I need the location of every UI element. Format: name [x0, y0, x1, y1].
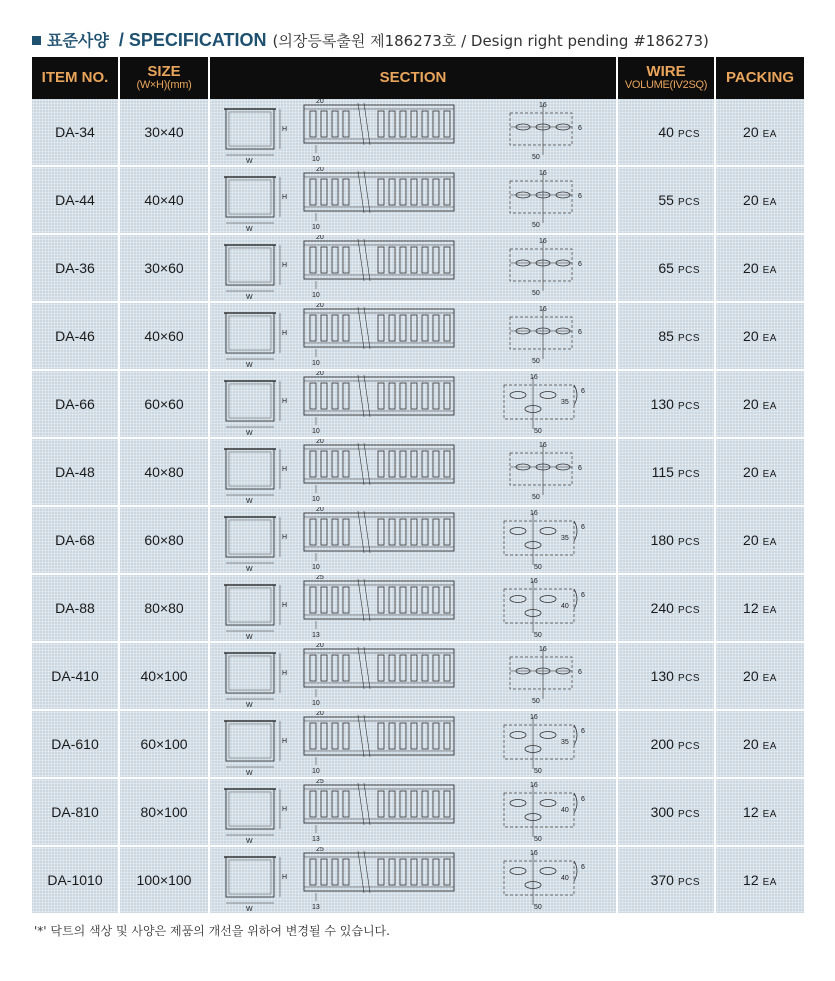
packing-unit: EA: [762, 333, 777, 344]
depth-label: 6: [581, 524, 585, 531]
header-wire-volume: [618, 57, 716, 99]
length-label: 50: [534, 564, 542, 571]
width-label: W: [246, 362, 253, 369]
size-cell: 60×100: [120, 711, 210, 779]
packing-unit: EA: [762, 469, 777, 480]
hole-label: 16: [539, 442, 547, 449]
duct-section-drawing: [218, 303, 608, 369]
wire-unit: PCS: [677, 809, 700, 820]
slot-label: 10: [312, 496, 320, 503]
title-design-note: (의장등록출원 제186273호 / Design right pending #186273): [272, 32, 709, 50]
slot-label: 10: [312, 564, 320, 571]
table-row: [32, 575, 804, 643]
table-row: [32, 507, 804, 575]
pitch-label: 20: [316, 235, 324, 241]
length-label: 50: [532, 290, 540, 297]
header-size: [120, 57, 210, 99]
cover-fixing-detail: [504, 850, 585, 911]
size-cell: 40×100: [120, 643, 210, 711]
profile-view: [224, 245, 287, 301]
packing-cell: [716, 235, 804, 303]
size-cell: 30×60: [120, 235, 210, 303]
slot-label: 10: [312, 156, 320, 163]
size-cell: 40×40: [120, 167, 210, 235]
section-drawing-cell: [210, 711, 618, 779]
profile-view: [224, 721, 287, 777]
wire-volume-cell: [618, 371, 716, 439]
section-drawing-cell: [210, 167, 618, 235]
footnote: '*' 닥트의 색상 및 사양은 제품의 개선을 위하여 변경될 수 있습니다.: [34, 924, 390, 938]
hole-label: 16: [539, 306, 547, 313]
section-drawing-cell: [210, 371, 618, 439]
wire-volume-cell: [618, 507, 716, 575]
specification-table: [32, 57, 804, 915]
wire-volume-value: 130: [650, 396, 674, 412]
slot-label: 10: [312, 768, 320, 775]
size-cell: 30×40: [120, 99, 210, 167]
size-cell: 60×60: [120, 371, 210, 439]
wire-volume-value: 240: [650, 600, 674, 616]
depth-label: 6: [578, 261, 582, 268]
profile-view: [224, 653, 287, 709]
length-label: 50: [532, 698, 540, 705]
section-drawing-cell: [210, 779, 618, 847]
header-item-no: ITEM NO.: [32, 57, 120, 99]
hole-label: 16: [539, 238, 547, 245]
hole-label: 16: [539, 170, 547, 177]
wire-volume-cell: [618, 235, 716, 303]
slotted-side-view: [304, 303, 454, 367]
item-no-cell: DA-36: [32, 235, 120, 303]
height-label: H: [282, 466, 288, 473]
profile-view: [224, 857, 287, 913]
item-no-cell: DA-46: [32, 303, 120, 371]
page-title: [32, 28, 709, 56]
wire-unit: PCS: [677, 537, 700, 548]
table-row: [32, 371, 804, 439]
pitch-label: 20: [316, 439, 324, 445]
table-row: [32, 779, 804, 847]
size-cell: 80×80: [120, 575, 210, 643]
wire-volume-cell: [618, 711, 716, 779]
hole-label: 16: [530, 782, 538, 789]
packing-value: 20: [743, 328, 759, 344]
width-label: W: [246, 294, 253, 301]
section-drawing-cell: [210, 847, 618, 915]
width-label: W: [246, 702, 253, 709]
wire-unit: PCS: [677, 197, 700, 208]
wire-volume-cell: [618, 847, 716, 915]
packing-value: 20: [743, 260, 759, 276]
cover-fixing-detail: [510, 102, 582, 161]
depth-label: 6: [578, 125, 582, 132]
wire-unit: PCS: [677, 333, 700, 344]
profile-view: [224, 789, 287, 845]
depth-label: 6: [578, 329, 582, 336]
duct-section-drawing: [218, 779, 608, 845]
cover-fixing-detail: [510, 170, 582, 229]
slotted-side-view: [304, 439, 454, 503]
title-english: / SPECIFICATION: [118, 30, 267, 50]
packing-cell: [716, 303, 804, 371]
slotted-side-view: [304, 575, 454, 639]
width-label: W: [246, 566, 253, 573]
length-label: 50: [532, 154, 540, 161]
wire-volume-cell: [618, 779, 716, 847]
height-label: H: [282, 194, 288, 201]
slotted-side-view: [304, 235, 454, 299]
depth-label: 6: [581, 796, 585, 803]
hole-label: 16: [539, 102, 547, 109]
wire-volume-cell: [618, 303, 716, 371]
slotted-side-view: [304, 643, 454, 707]
slot-label: 10: [312, 360, 320, 367]
width-label: W: [246, 158, 253, 165]
height-label: H: [282, 602, 288, 609]
section-drawing-cell: [210, 643, 618, 711]
wire-unit: PCS: [677, 741, 700, 752]
packing-unit: EA: [762, 605, 777, 616]
slot-label: 10: [312, 224, 320, 231]
packing-value: 20: [743, 192, 759, 208]
hole-label: 16: [530, 850, 538, 857]
header-size-line1: SIZE: [147, 63, 181, 81]
slotted-side-view: [304, 779, 454, 843]
packing-unit: EA: [762, 401, 777, 412]
slot-label: 13: [312, 904, 320, 911]
table-row: [32, 303, 804, 371]
height-label: H: [282, 398, 288, 405]
cover-fixing-detail: [504, 510, 585, 571]
depth-label: 6: [581, 592, 585, 599]
wire-volume-value: 85: [658, 328, 674, 344]
header-wire-line1: WIRE: [646, 63, 686, 81]
section-drawing-cell: [210, 507, 618, 575]
wire-volume-value: 40: [658, 124, 674, 140]
hole-label: 16: [539, 646, 547, 653]
table-body: [32, 99, 804, 915]
pitch-label: 20: [316, 303, 324, 309]
packing-cell: [716, 643, 804, 711]
packing-value: 20: [743, 464, 759, 480]
pitch-label: 20: [316, 371, 324, 377]
size-cell: 100×100: [120, 847, 210, 915]
duct-section-drawing: [218, 643, 608, 709]
slotted-side-view: [304, 847, 454, 911]
table-row: [32, 235, 804, 303]
item-no-cell: DA-66: [32, 371, 120, 439]
profile-view: [224, 313, 287, 369]
pitch-label: 25: [316, 779, 324, 785]
profile-view: [224, 449, 287, 505]
header-wire-line2: VOLUME(IV2SQ): [624, 79, 708, 92]
profile-view: [224, 109, 287, 165]
item-no-cell: DA-1010: [32, 847, 120, 915]
section-drawing-cell: [210, 439, 618, 507]
wire-volume-value: 130: [650, 668, 674, 684]
wire-volume-value: 370: [650, 872, 674, 888]
height-label: H: [282, 670, 288, 677]
height-label: H: [282, 126, 288, 133]
hole-label: 16: [530, 714, 538, 721]
hole-label: 16: [530, 510, 538, 517]
packing-unit: EA: [762, 537, 777, 548]
bullet-square-icon: [32, 36, 41, 45]
duct-section-drawing: [218, 575, 608, 641]
pitch-label: 20: [316, 507, 324, 513]
slot-label: 13: [312, 632, 320, 639]
height-label: H: [282, 534, 288, 541]
cover-fixing-detail: [510, 442, 582, 501]
slotted-side-view: [304, 371, 454, 435]
size-cell: 40×80: [120, 439, 210, 507]
table-row: [32, 643, 804, 711]
profile-view: [224, 585, 287, 641]
wire-volume-value: 180: [650, 532, 674, 548]
pitch-label: 20: [316, 167, 324, 173]
packing-unit: EA: [762, 265, 777, 276]
table-row: [32, 847, 804, 915]
extra-label: 40: [561, 875, 569, 882]
extra-label: 40: [561, 603, 569, 610]
header-size-line2: (W×H)(mm): [136, 79, 192, 92]
duct-section-drawing: [218, 847, 608, 913]
cover-fixing-detail: [504, 374, 585, 435]
wire-volume-cell: [618, 575, 716, 643]
width-label: W: [246, 906, 253, 913]
packing-unit: EA: [762, 809, 777, 820]
duct-section-drawing: [218, 167, 608, 233]
extra-label: 35: [561, 739, 569, 746]
hole-label: 16: [530, 578, 538, 585]
pitch-label: 20: [316, 643, 324, 649]
depth-label: 6: [581, 864, 585, 871]
section-drawing-cell: [210, 575, 618, 643]
length-label: 50: [532, 222, 540, 229]
pitch-label: 25: [316, 847, 324, 853]
packing-value: 20: [743, 124, 759, 140]
section-drawing-cell: [210, 303, 618, 371]
duct-section-drawing: [218, 507, 608, 573]
profile-view: [224, 177, 287, 233]
wire-volume-value: 115: [651, 464, 674, 480]
length-label: 50: [532, 358, 540, 365]
depth-label: 6: [581, 728, 585, 735]
height-label: H: [282, 262, 288, 269]
wire-volume-cell: [618, 167, 716, 235]
wire-volume-value: 55: [658, 192, 674, 208]
wire-unit: PCS: [677, 469, 700, 480]
slotted-side-view: [304, 167, 454, 231]
item-no-cell: DA-810: [32, 779, 120, 847]
wire-unit: PCS: [677, 605, 700, 616]
depth-label: 6: [578, 669, 582, 676]
duct-section-drawing: [218, 711, 608, 777]
table-row: [32, 167, 804, 235]
header-section: SECTION: [210, 57, 618, 99]
wire-volume-cell: [618, 439, 716, 507]
item-no-cell: DA-68: [32, 507, 120, 575]
cover-fixing-detail: [504, 578, 585, 639]
section-drawing-cell: [210, 99, 618, 167]
packing-cell: [716, 167, 804, 235]
extra-label: 35: [561, 535, 569, 542]
packing-value: 12: [743, 872, 759, 888]
packing-cell: [716, 99, 804, 167]
slot-label: 10: [312, 700, 320, 707]
item-no-cell: DA-88: [32, 575, 120, 643]
cover-fixing-detail: [510, 306, 582, 365]
packing-cell: [716, 779, 804, 847]
wire-volume-value: 300: [650, 804, 674, 820]
cover-fixing-detail: [504, 782, 585, 843]
depth-label: 6: [581, 388, 585, 395]
width-label: W: [246, 498, 253, 505]
height-label: H: [282, 738, 288, 745]
packing-cell: [716, 439, 804, 507]
width-label: W: [246, 838, 253, 845]
packing-unit: EA: [762, 877, 777, 888]
height-label: H: [282, 806, 288, 813]
width-label: W: [246, 226, 253, 233]
packing-value: 20: [743, 736, 759, 752]
item-no-cell: DA-44: [32, 167, 120, 235]
title-korean: 표준사양: [47, 31, 109, 50]
packing-value: 12: [743, 600, 759, 616]
duct-section-drawing: [218, 99, 608, 165]
packing-cell: [716, 711, 804, 779]
table-row: [32, 439, 804, 507]
size-cell: 40×60: [120, 303, 210, 371]
wire-volume-cell: [618, 99, 716, 167]
pitch-label: 20: [316, 99, 324, 105]
cover-fixing-detail: [510, 646, 582, 705]
wire-volume-value: 200: [650, 736, 674, 752]
packing-unit: EA: [762, 741, 777, 752]
pitch-label: 25: [316, 575, 324, 581]
table-row: [32, 711, 804, 779]
height-label: H: [282, 330, 288, 337]
extra-label: 40: [561, 807, 569, 814]
cover-fixing-detail: [510, 238, 582, 297]
slotted-side-view: [304, 711, 454, 775]
depth-label: 6: [578, 465, 582, 472]
item-no-cell: DA-48: [32, 439, 120, 507]
packing-unit: EA: [762, 129, 777, 140]
width-label: W: [246, 634, 253, 641]
packing-cell: [716, 575, 804, 643]
item-no-cell: DA-34: [32, 99, 120, 167]
pitch-label: 20: [316, 711, 324, 717]
duct-section-drawing: [218, 371, 608, 437]
wire-unit: PCS: [677, 673, 700, 684]
wire-unit: PCS: [677, 265, 700, 276]
slot-label: 10: [312, 292, 320, 299]
length-label: 50: [534, 428, 542, 435]
packing-value: 20: [743, 668, 759, 684]
packing-value: 20: [743, 396, 759, 412]
length-label: 50: [534, 768, 542, 775]
height-label: H: [282, 874, 288, 881]
size-cell: 80×100: [120, 779, 210, 847]
slotted-side-view: [304, 99, 454, 163]
size-cell: 60×80: [120, 507, 210, 575]
packing-value: 12: [743, 804, 759, 820]
wire-unit: PCS: [677, 877, 700, 888]
table-row: [32, 99, 804, 167]
packing-value: 20: [743, 532, 759, 548]
wire-unit: PCS: [677, 401, 700, 412]
width-label: W: [246, 770, 253, 777]
packing-cell: [716, 507, 804, 575]
depth-label: 6: [578, 193, 582, 200]
duct-section-drawing: [218, 235, 608, 301]
width-label: W: [246, 430, 253, 437]
header-packing: PACKING: [716, 57, 804, 99]
wire-unit: PCS: [677, 129, 700, 140]
extra-label: 35: [561, 399, 569, 406]
length-label: 50: [532, 494, 540, 501]
slotted-side-view: [304, 507, 454, 571]
item-no-cell: DA-610: [32, 711, 120, 779]
duct-section-drawing: [218, 439, 608, 505]
length-label: 50: [534, 904, 542, 911]
table-header-row: [32, 57, 804, 99]
hole-label: 16: [530, 374, 538, 381]
profile-view: [224, 381, 287, 437]
length-label: 50: [534, 836, 542, 843]
wire-volume-value: 65: [658, 260, 674, 276]
slot-label: 10: [312, 428, 320, 435]
length-label: 50: [534, 632, 542, 639]
item-no-cell: DA-410: [32, 643, 120, 711]
packing-cell: [716, 847, 804, 915]
section-drawing-cell: [210, 235, 618, 303]
slot-label: 13: [312, 836, 320, 843]
packing-unit: EA: [762, 673, 777, 684]
packing-cell: [716, 371, 804, 439]
profile-view: [224, 517, 287, 573]
cover-fixing-detail: [504, 714, 585, 775]
wire-volume-cell: [618, 643, 716, 711]
packing-unit: EA: [762, 197, 777, 208]
